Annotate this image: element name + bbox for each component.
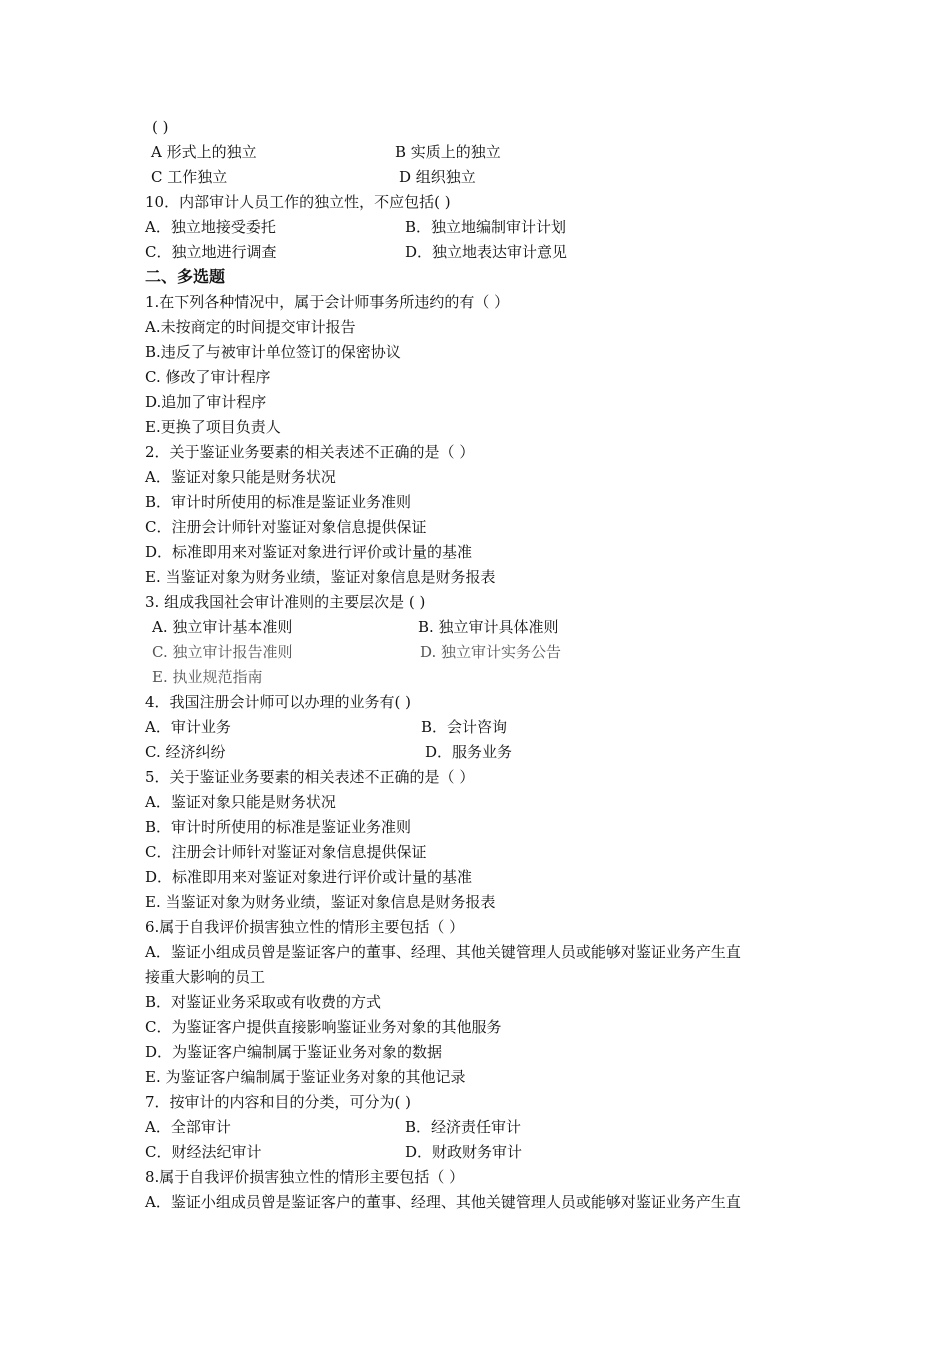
q1-option-c: C. 修改了审计程序: [145, 368, 271, 386]
q6-option-a: A．鉴证小组成员曾是鉴证客户的董事、经理、其他关键管理人员或能够对鉴证业务产生直: [145, 943, 741, 961]
q2-option-c: C．注册会计师针对鉴证对象信息提供保证: [145, 518, 427, 536]
q10-option-b: B．独立地编制审计计划: [405, 218, 567, 236]
q10-stem: 10．内部审计人员工作的独立性，不应包括( ): [145, 193, 451, 211]
q4-option-d: D．服务业务: [425, 743, 513, 761]
q7-option-a: A．全部审计: [145, 1118, 231, 1136]
q9-option-a: A 形式上的独立: [151, 143, 257, 161]
q5-option-b: B．审计时所使用的标准是鉴证业务准则: [145, 818, 412, 836]
q3-option-a: A. 独立审计基本准则: [152, 618, 293, 636]
q7-stem: 7．按审计的内容和目的分类，可分为( ): [145, 1093, 412, 1111]
q5-option-d: D．标准即用来对鉴证对象进行评价或计量的基准: [145, 868, 473, 886]
q3-option-e: E. 执业规范指南: [152, 668, 263, 686]
q4-option-c: C. 经济纠纷: [145, 743, 226, 761]
q1-stem: 1.在下列各种情况中，属于会计师事务所违约的有（ ）: [145, 293, 510, 311]
q3-option-b: B. 独立审计具体准则: [418, 618, 559, 636]
q4-option-a: A．审计业务: [145, 718, 231, 736]
q7-option-c: C．财经法纪审计: [145, 1143, 262, 1161]
q6-option-c: C．为鉴证客户提供直接影响鉴证业务对象的其他服务: [145, 1018, 502, 1036]
q2-option-d: D．标准即用来对鉴证对象进行评价或计量的基准: [145, 543, 473, 561]
q10-option-d: D．独立地表达审计意见: [405, 243, 568, 261]
q5-option-c: C．注册会计师针对鉴证对象信息提供保证: [145, 843, 427, 861]
q8-option-a: A．鉴证小组成员曾是鉴证客户的董事、经理、其他关键管理人员或能够对鉴证业务产生直: [145, 1193, 741, 1211]
q6-option-e: E. 为鉴证客户编制属于鉴证业务对象的其他记录: [145, 1068, 466, 1086]
q5-stem: 5．关于鉴证业务要素的相关表述不正确的是（ ）: [145, 768, 475, 786]
q1-option-e: E.更换了项目负责人: [145, 418, 281, 436]
q6-option-d: D．为鉴证客户编制属于鉴证业务对象的数据: [145, 1043, 443, 1061]
q9-option-c: C 工作独立: [151, 168, 228, 186]
section-2-title: 二、多选题: [145, 267, 226, 286]
q2-option-e: E. 当鉴证对象为财务业绩，鉴证对象信息是财务报表: [145, 568, 496, 586]
q4-option-b: B．会计咨询: [421, 718, 508, 736]
q7-option-b: B．经济责任审计: [405, 1118, 522, 1136]
q3-option-c: C. 独立审计报告准则: [152, 643, 293, 661]
q2-option-b: B．审计时所使用的标准是鉴证业务准则: [145, 493, 412, 511]
q5-option-a: A．鉴证对象只能是财务状况: [145, 793, 336, 811]
q5-option-e: E. 当鉴证对象为财务业绩，鉴证对象信息是财务报表: [145, 893, 496, 911]
q3-stem: 3. 组成我国社会审计准则的主要层次是 ( ): [145, 593, 426, 611]
q2-stem: 2．关于鉴证业务要素的相关表述不正确的是（ ）: [145, 443, 475, 461]
q4-stem: 4．我国注册会计师可以办理的业务有( ): [145, 693, 412, 711]
q10-option-a: A．独立地接受委托: [145, 218, 276, 236]
q6-option-a-continued: 接重大影响的员工: [145, 968, 266, 986]
q2-option-a: A．鉴证对象只能是财务状况: [145, 468, 336, 486]
q7-option-d: D．财政财务审计: [405, 1143, 523, 1161]
q1-option-b: B.违反了与被审计单位签订的保密协议: [145, 343, 401, 361]
q6-stem: 6.属于自我评价损害独立性的情形主要包括（ ）: [145, 918, 465, 936]
q6-option-b: B．对鉴证业务采取或有收费的方式: [145, 993, 382, 1011]
q1-option-a: A.未按商定的时间提交审计报告: [145, 318, 356, 336]
q1-option-d: D.追加了审计程序: [145, 393, 267, 411]
q8-stem: 8.属于自我评价损害独立性的情形主要包括（ ）: [145, 1168, 465, 1186]
q9-option-b: B 实质上的独立: [395, 143, 501, 161]
q9-answer-blank: ( ): [152, 118, 169, 136]
q3-option-d: D. 独立审计实务公告: [420, 643, 562, 661]
q10-option-c: C．独立地进行调查: [145, 243, 277, 261]
q9-option-d: D 组织独立: [399, 168, 476, 186]
